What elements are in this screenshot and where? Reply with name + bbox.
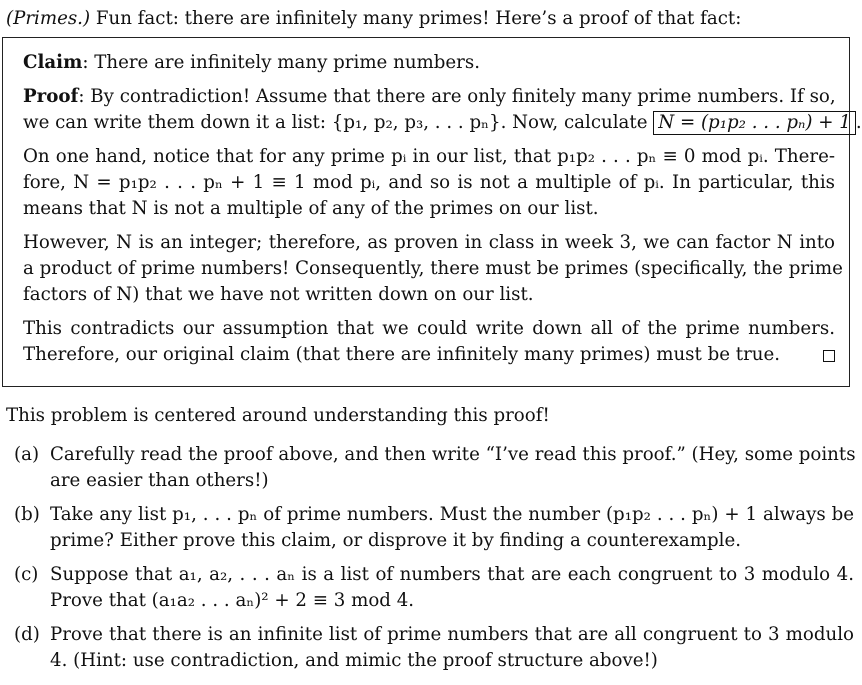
part-tag: (b) — [14, 504, 40, 525]
part-d-line-1: Prove that there is an infinite list of prime numbers that are all congruent to 3 modulo — [50, 624, 854, 645]
para4-line-2: Therefore, our original claim (that there are infinitely many primes) must be true. — [23, 344, 781, 365]
part-b — [14, 502, 854, 554]
parts-list — [14, 442, 854, 682]
claim-label: Claim — [23, 52, 83, 73]
part-d — [14, 622, 854, 674]
proof-box — [2, 37, 862, 387]
para2-line-3: means that N is not a multiple of any of the primes on our list. — [23, 198, 599, 219]
para4-line-2-row — [23, 342, 835, 368]
para2-line-2: fore, N = p₁p₂ . . . pₙ + 1 ≡ 1 mod pᵢ, and so is not a multiple of pᵢ. In particular, this — [23, 172, 835, 193]
proof-line-1 — [23, 84, 835, 110]
boxed-formula: N = (p₁p₂ . . . pₙ) + 1 — [653, 111, 856, 135]
part-tag: (c) — [14, 564, 39, 585]
intro-text: Fun fact: there are infinitely many primes! Here’s a proof of that fact: — [90, 8, 742, 29]
part-tag: (a) — [14, 444, 40, 465]
proof-line-2-period: . — [855, 112, 862, 133]
claim-line — [23, 50, 835, 76]
proof-line-1-text: : By contradiction! Assume that there are only finitely many prime numbers. If so, — [78, 86, 836, 107]
proof-content — [23, 50, 862, 376]
proof-paragraph-3 — [23, 230, 843, 308]
para3-line-3: factors of N) that we have not written down on our list. — [23, 284, 534, 305]
proof-line-2-text: we can write them down it a list: {p₁, p₂, p₃, . . . pₙ}. Now, calculate — [23, 112, 654, 133]
part-b-line-1: Take any list p₁, . . . pₙ of prime numbers. Must the number (p₁p₂ . . . pₙ) + 1 always be — [50, 504, 854, 525]
part-c-line-1: Suppose that a₁, a₂, . . . aₙ is a list of numbers that are each congruent to 3 modulo 4. — [50, 564, 854, 585]
part-tag: (d) — [14, 624, 40, 645]
part-b-line-2: prime? Either prove this claim, or disprove it by finding a counterexample. — [50, 530, 742, 551]
proof-label: Proof — [23, 86, 79, 107]
para3-line-1: However, N is an integer; therefore, as proven in class in week 3, we can factor N into — [23, 232, 835, 253]
part-c — [14, 562, 854, 614]
part-c-line-2: Prove that (a₁a₂ . . . aₙ)² + 2 ≡ 3 mod 4. — [50, 590, 415, 611]
proof-paragraph-4 — [23, 316, 835, 368]
proof-line-2 — [23, 110, 862, 136]
proof-paragraph-1 — [23, 84, 862, 136]
para4-line-1: This contradicts our assumption that we could write down all of the prime numbers. — [23, 318, 835, 339]
topic-label: (Primes.) — [6, 8, 91, 29]
qed-icon — [823, 350, 835, 362]
proof-paragraph-2 — [23, 144, 835, 222]
problem-statement: This problem is centered around understanding this proof! — [6, 405, 550, 426]
para3-line-2: a product of prime numbers! Consequently, there must be primes (specifically, the prime — [23, 258, 843, 279]
part-a — [14, 442, 854, 494]
part-a-line-2: are easier than others!) — [50, 470, 269, 491]
para2-line-1: On one hand, notice that for any prime pᵢ in our list, that p₁p₂ . . . pₙ ≡ 0 mod pᵢ. There- — [23, 146, 835, 167]
claim-text: : There are infinitely many prime numbers. — [82, 52, 480, 73]
part-a-line-1: Carefully read the proof above, and then write “I’ve read this proof.” (Hey, some points — [50, 444, 856, 465]
intro-sentence — [6, 6, 741, 32]
part-d-line-2: 4. (Hint: use contradiction, and mimic the proof structure above!) — [50, 650, 658, 671]
